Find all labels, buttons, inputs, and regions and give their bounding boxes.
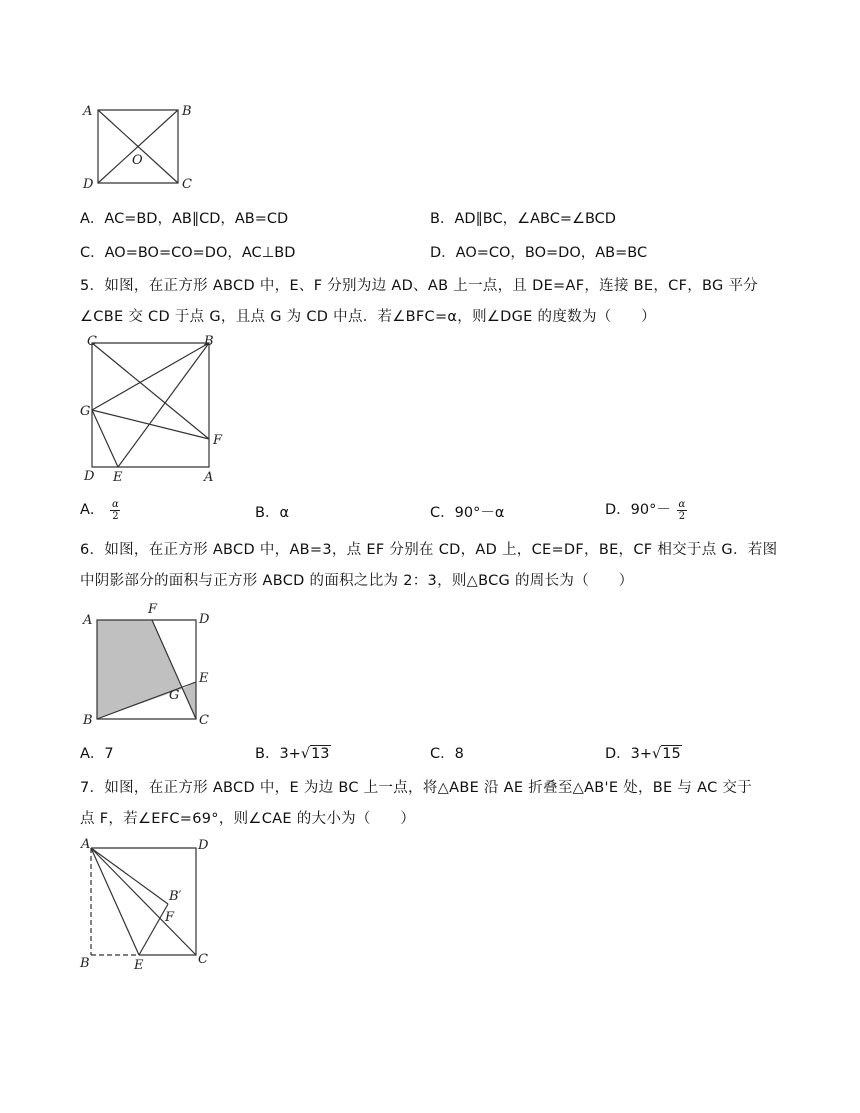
segment-ae — [91, 848, 139, 955]
segment-ab-prime — [91, 848, 168, 904]
figure-q5 — [78, 334, 238, 484]
shaded-region-1 — [97, 620, 182, 719]
label-d: D — [83, 177, 94, 192]
q5-option-d — [605, 498, 687, 522]
fraction-alpha-over-2 — [110, 499, 120, 522]
label-d: D — [199, 612, 210, 627]
q6-option-c: C．8 — [430, 746, 464, 762]
figure-q6 — [78, 600, 228, 730]
label-d: D — [198, 838, 209, 853]
label-d: D — [84, 469, 95, 484]
q6-option-b — [255, 742, 331, 763]
fraction-numerator: α — [678, 498, 686, 510]
q7-stem-line2: 点 F，若∠EFC=69°，则∠CAE 的大小为（ ） — [80, 811, 416, 827]
label-e: E — [113, 470, 123, 485]
label-g: G — [80, 404, 91, 419]
q5-stem-line1: 5．如图，在正方形 ABCD 中，E、F 分别为边 AD、AB 上一点，且 DE=AF，连接 BE，CF，BG 平分 — [80, 278, 759, 294]
q6-option-a: A．7 — [80, 746, 114, 762]
fraction-denominator: 2 — [678, 510, 686, 522]
q6-stem-line2: 中阴影部分的面积与正方形 ABCD 的面积之比为 2：3，则△BCG 的周长为（ ） — [80, 573, 634, 589]
label-e: E — [134, 958, 144, 973]
label-a: A — [83, 613, 93, 628]
label-c: C — [87, 334, 97, 349]
q6-option-d — [605, 742, 682, 763]
fraction-denominator: 2 — [112, 510, 119, 522]
label-e: E — [199, 671, 209, 686]
q5-option-b: B．α — [255, 505, 290, 521]
label-f: F — [148, 602, 158, 617]
segment-eb — [118, 343, 209, 467]
q4-option-b: B．AD∥BC，∠ABC=∠BCD — [430, 211, 616, 227]
sqrt-15: √15 — [652, 746, 681, 762]
radicand: 13 — [311, 746, 330, 762]
label-f: F — [165, 910, 175, 925]
sqrt-13: √13 — [300, 746, 330, 762]
q6-stem-line1: 6．如图，在正方形 ABCD 中，AB=3，点 EF 分别在 CD，AD 上，CE=DF，BE，CF 相交于点 G．若图 — [80, 542, 778, 558]
label-g: G — [169, 688, 180, 703]
q5-option-c: C．90°－α — [430, 505, 505, 521]
label-c: C — [182, 177, 192, 192]
q7-stem-line1: 7．如图，在正方形 ABCD 中，E 为边 BC 上一点，将△ABE 沿 AE 折叠至△AB'E 处，BE 与 AC 交于 — [80, 780, 753, 796]
label-f: F — [213, 433, 223, 448]
radicand: 15 — [662, 746, 681, 762]
fraction-numerator: α — [112, 498, 119, 510]
segment-ge — [92, 410, 118, 467]
segment-gb — [92, 343, 209, 410]
label-b: B — [83, 713, 93, 728]
label-b: B — [182, 104, 192, 119]
q4-option-a: A．AC=BD，AB∥CD，AB=CD — [80, 211, 289, 227]
label-c: C — [199, 713, 209, 728]
label-b: B — [204, 334, 214, 349]
q6-option-d-prefix: D．3+ — [605, 746, 653, 762]
figure-q7 — [78, 836, 228, 976]
label-a: A — [204, 470, 214, 485]
q5-option-d-prefix: D．90°－ — [605, 502, 671, 518]
figure-square-diagonals — [78, 100, 198, 195]
q4-option-c: C．AO=BO=CO=DO，AC⊥BD — [80, 245, 296, 261]
label-o: O — [132, 153, 143, 168]
label-a: A — [81, 837, 91, 852]
label-b-prime: B′ — [169, 889, 182, 904]
q4-option-d: D．AO=CO，BO=DO，AB=BC — [430, 245, 648, 261]
label-a: A — [83, 104, 93, 119]
q5-option-a-prefix: A． — [80, 502, 105, 518]
label-c: C — [198, 952, 208, 967]
label-b: B — [80, 956, 90, 971]
fraction-alpha-over-2 — [677, 499, 687, 522]
q6-option-b-prefix: B．3+ — [255, 746, 301, 762]
q5-option-a — [80, 498, 120, 522]
q5-stem-line2: ∠CBE 交 CD 于点 G，且点 G 为 CD 中点．若∠BFC=α，则∠DGE 的度数为（ ） — [80, 309, 656, 325]
